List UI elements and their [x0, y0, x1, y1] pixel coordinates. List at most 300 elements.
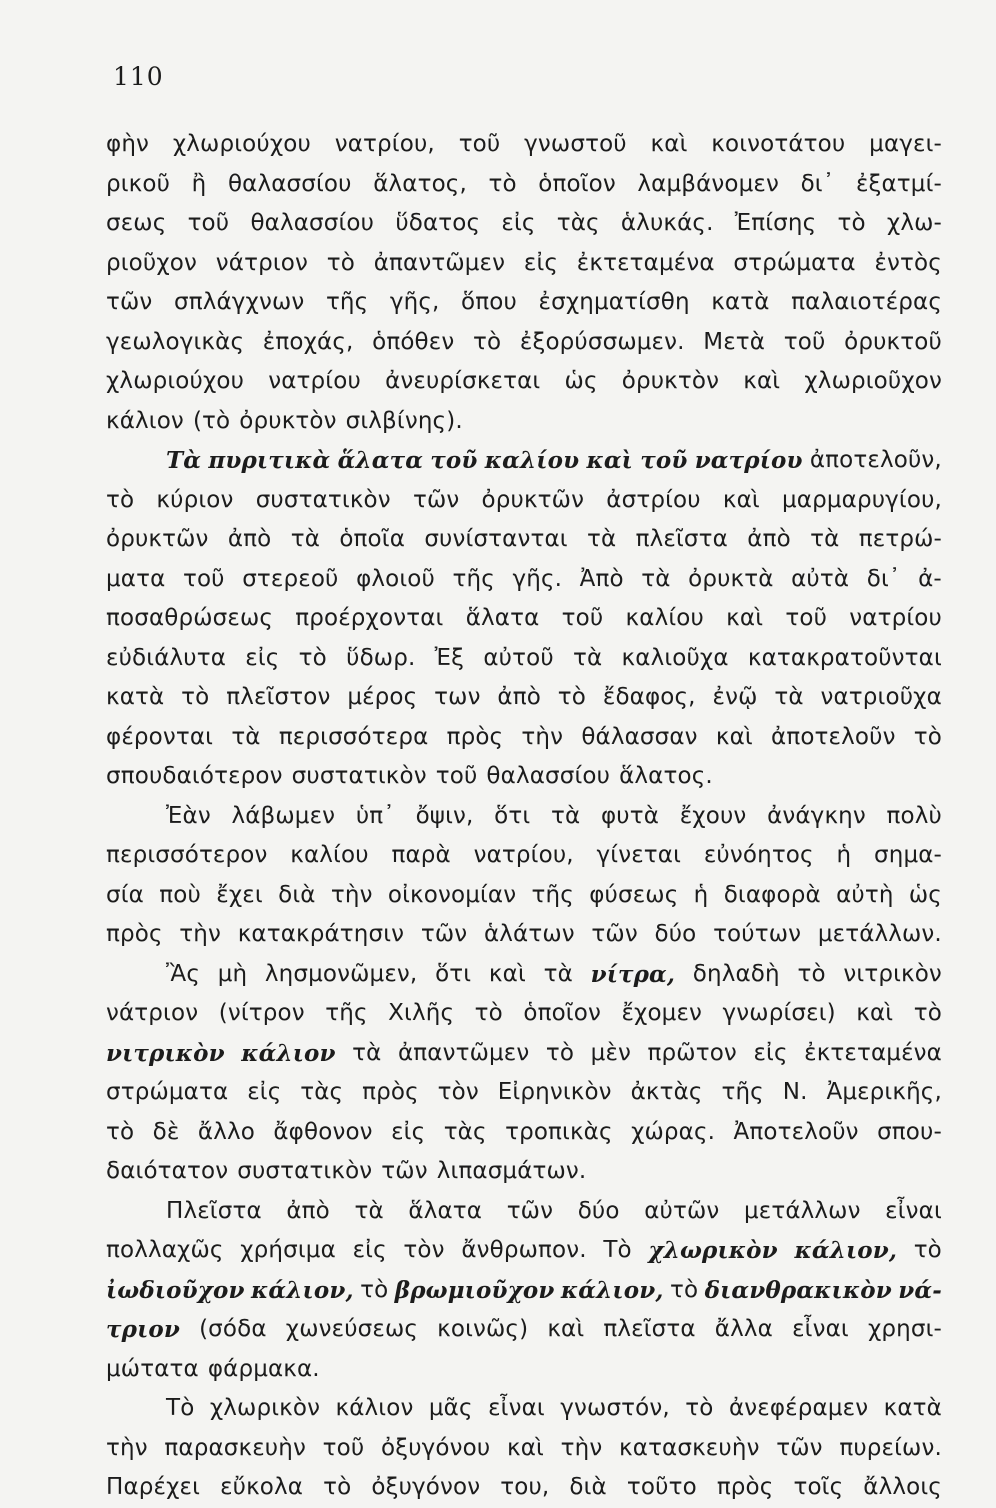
word: ἀστρίου	[606, 486, 701, 513]
text-line	[106, 1350, 942, 1390]
word: τῆς	[325, 1000, 368, 1026]
word: τὸ	[326, 249, 355, 276]
text-line	[106, 204, 942, 244]
word: μὴ	[217, 960, 248, 987]
word: Τὸ	[166, 1395, 195, 1421]
word: κύριον	[156, 486, 234, 513]
word: ὀρυκτὸν	[239, 407, 337, 434]
word: κατὰ	[711, 289, 770, 315]
word: ἀπὸ	[747, 526, 791, 552]
word: χωνεύσεως	[285, 1316, 419, 1342]
text-line	[106, 1429, 942, 1469]
word: χλω-	[886, 210, 942, 236]
word: διὰ	[278, 881, 316, 908]
word: ὁποῖα	[339, 526, 406, 552]
word: φὴν	[106, 131, 150, 157]
word: ὡς	[908, 881, 942, 908]
word: νατρίου,	[473, 842, 574, 868]
word: τοῦ	[435, 763, 478, 789]
word: ἄφθονον	[273, 1118, 373, 1145]
word: ἅλατα	[408, 1197, 483, 1224]
word: Ἐὰν	[166, 802, 211, 829]
word: τῶν	[776, 1434, 823, 1461]
word: νιτρικὸν	[843, 960, 942, 987]
word: ἀνεφέραμεν	[728, 1395, 869, 1421]
word: νατρίου	[849, 605, 942, 631]
text-line	[106, 125, 942, 165]
emphasized-term: νατρίου	[694, 447, 803, 474]
word: περισσότερα	[278, 723, 429, 750]
word: Ν.	[782, 1079, 808, 1105]
word: θάλασσαν	[581, 723, 698, 750]
word: ἀ-	[918, 565, 942, 592]
word: καλίου	[290, 842, 369, 868]
word: των	[434, 684, 481, 710]
word: δαιότατον	[106, 1158, 229, 1184]
word: ὀρυκτῶν	[106, 526, 209, 552]
word: σεως	[106, 210, 167, 236]
word: ἐνῷ	[712, 684, 758, 710]
word: εἰς	[245, 644, 280, 671]
word: πλεῖστα	[603, 1316, 696, 1342]
word: Χιλῆς	[388, 1000, 455, 1026]
word: σπλάγχνων	[173, 289, 305, 315]
word: φλοιοῦ	[356, 565, 435, 592]
word: τοῦ	[783, 328, 826, 355]
word: δι᾽	[800, 170, 835, 197]
word: γνωστοῦ	[524, 131, 627, 157]
word: νάτριον	[215, 249, 308, 276]
text-line	[106, 1152, 942, 1192]
word: τὰ	[231, 723, 261, 750]
word: (νίτρον	[218, 1000, 305, 1026]
word: εἰς	[247, 1079, 282, 1105]
text-line	[106, 362, 942, 402]
word: κατακρατοῦνται	[747, 644, 942, 671]
word: εἰς	[391, 1118, 426, 1145]
word: τοῦ	[458, 131, 501, 157]
word: τὸ	[685, 1395, 714, 1421]
word: τὸ	[545, 1039, 575, 1066]
word: κοινοτάτου	[711, 131, 846, 157]
word: συνίστανται	[424, 526, 568, 552]
word: στερεοῦ	[242, 565, 339, 592]
word: τὸ	[360, 1276, 389, 1303]
word: οἰκονομίαν	[387, 881, 517, 908]
word: τοῦ	[187, 210, 230, 236]
word: ρικοῦ	[106, 170, 171, 197]
word: τὴν	[330, 881, 373, 908]
word: κατασκευὴν	[619, 1434, 760, 1461]
word: διὰ	[569, 1474, 607, 1500]
word: ἀπαντῶμεν	[373, 249, 506, 276]
word: καὶ	[726, 605, 764, 631]
word: καὶ	[722, 486, 760, 513]
word: ὀξυγόνου	[381, 1434, 491, 1461]
word: θαλασσίου	[486, 763, 611, 789]
word: στρώματα	[733, 249, 856, 276]
word: ὄψιν,	[415, 802, 474, 829]
word: ὕδατος	[395, 210, 481, 236]
word: (σόδα	[199, 1316, 267, 1342]
word: καὶ	[715, 723, 753, 750]
word: τοῦ	[182, 565, 225, 592]
word: εἰς	[501, 210, 536, 236]
word: ἅλατα	[465, 605, 540, 631]
word: ἔχουν	[679, 802, 747, 829]
word: αὐτῶν	[644, 1197, 720, 1224]
word: ὅπου	[461, 289, 517, 315]
word: εἶναι	[792, 1316, 849, 1342]
emphasized-term: κάλιον,	[251, 1276, 354, 1304]
text-line	[106, 520, 942, 560]
word: τοῦ	[322, 1434, 365, 1461]
word: τὸ	[488, 170, 517, 197]
word: ἀπὸ	[286, 1197, 330, 1224]
word: νάτριον	[106, 1000, 199, 1026]
word: σιλβίνης).	[345, 407, 463, 434]
word: δὲ	[152, 1118, 180, 1145]
word: κάλιον	[106, 407, 184, 434]
word: (τὸ	[192, 407, 231, 434]
word: ἀπαντῶμεν	[398, 1039, 530, 1066]
word: θαλασσίου	[250, 210, 375, 236]
word: ὀξυγόνον	[371, 1474, 481, 1500]
emphasized-term: διανθρακικὸν	[704, 1276, 892, 1304]
word: ἐποχάς,	[262, 328, 354, 355]
word: λιπασμάτων.	[436, 1158, 587, 1184]
word: νατρίου	[268, 368, 361, 394]
word: εἰς	[753, 1039, 788, 1066]
word: ὀρυκτὸν	[621, 368, 720, 394]
word: φέρονται	[106, 723, 214, 750]
word: καὶ	[856, 1000, 894, 1026]
word: Ἀπὸ	[579, 565, 624, 592]
word: τὸ	[557, 684, 587, 710]
word: τῶν	[106, 289, 153, 315]
word: ποὺ	[159, 881, 201, 908]
word: χλωριούχου	[172, 131, 311, 157]
word: γνωρίσει)	[722, 1000, 836, 1026]
word: εὐδιάλυτα	[106, 644, 227, 671]
text-line	[106, 441, 942, 481]
word: πετρώ-	[858, 526, 942, 552]
word: καὶ	[507, 1434, 544, 1461]
emphasized-term: τοῦ	[640, 447, 688, 474]
word: ὕδωρ.	[346, 644, 416, 671]
word: τοῦ	[785, 605, 828, 631]
word: συστατικὸν	[255, 486, 391, 513]
text-line	[106, 678, 942, 718]
word: τοῦ	[561, 605, 604, 631]
word: ἄλλα	[714, 1316, 773, 1342]
word: τῶν	[381, 1158, 428, 1184]
word: τῆς	[325, 289, 369, 315]
word: εὐνόητος	[703, 842, 814, 868]
word: τὰ	[810, 526, 840, 552]
word: ἅλατος,	[373, 170, 467, 197]
word: ὁποῖον	[538, 170, 616, 197]
emphasized-term: βρωμιοῦχον	[394, 1276, 555, 1304]
word: ἐξορύσσωμεν.	[519, 328, 685, 355]
word: τὰς	[556, 210, 600, 236]
emphasized-term: τοῦ	[430, 447, 478, 474]
word: ἀπὸ	[497, 684, 541, 710]
word: συστατικὸν	[237, 1158, 373, 1184]
word: ἐντὸς	[874, 249, 942, 276]
text-line	[106, 323, 942, 363]
word: μετάλλων	[743, 1197, 861, 1224]
word: ἔχομεν	[621, 1000, 703, 1026]
word: ἡ	[836, 842, 852, 868]
text-line	[106, 1310, 942, 1350]
word: ἢ	[191, 170, 207, 197]
word: παρὰ	[391, 842, 451, 868]
word: ἀπὸ	[227, 526, 272, 552]
word: πρὸς	[362, 1079, 419, 1105]
word: πρὸς	[716, 1474, 774, 1500]
word: μαγει-	[869, 131, 942, 157]
emphasized-term: νίτρα,	[590, 960, 676, 988]
word: καὶ	[547, 1316, 585, 1342]
word: ἁλάτων	[483, 921, 575, 947]
word: ἁλυκάς.	[620, 210, 714, 236]
word: τὸ	[106, 1118, 135, 1145]
word: παλαιοτέρας	[791, 289, 942, 315]
word: τῆς	[721, 1079, 764, 1105]
word: γνωστόν,	[560, 1395, 670, 1421]
word: ἔχει	[216, 881, 263, 908]
word: ἀκτὰς	[630, 1079, 703, 1105]
word: γεωλογικὰς	[106, 328, 245, 355]
word: ὀρυκτῶν	[481, 486, 585, 513]
word: τῆς	[452, 565, 495, 592]
word: γῆς,	[389, 289, 440, 315]
word: τὰ	[354, 1197, 384, 1224]
word: φάρμακα.	[207, 1355, 320, 1382]
word: πρὸς	[446, 723, 504, 750]
word: ὑπ᾽	[355, 802, 395, 829]
text-line	[106, 915, 942, 955]
word: τὰ	[352, 1039, 382, 1066]
word: τὸν	[403, 1237, 445, 1263]
word: καὶ	[743, 368, 781, 394]
word: ἄνθρωπον.	[461, 1237, 587, 1263]
text-line	[106, 1113, 942, 1153]
emphasized-term: πυριτικὰ	[208, 447, 331, 474]
text-line	[106, 481, 942, 521]
word: χρησι-	[867, 1316, 942, 1342]
text-line	[106, 1192, 942, 1232]
text-line	[106, 1034, 942, 1074]
word: τὸ	[913, 1237, 942, 1263]
word: σπουδαιότερον	[106, 763, 283, 789]
word: Τὸ	[603, 1237, 632, 1263]
word: εἰς	[352, 1237, 387, 1263]
word: Ἀποτελοῦν	[733, 1118, 859, 1145]
word: νατρίου,	[334, 131, 435, 157]
text-line	[106, 1389, 942, 1429]
word: κατακράτησιν	[237, 921, 405, 947]
word: δι᾽	[866, 565, 901, 592]
word: ὅτι	[435, 960, 472, 987]
word: τὸ	[106, 486, 135, 513]
word: Ἂς	[166, 960, 200, 987]
word: εὔκολα	[220, 1474, 304, 1500]
word: δύο	[654, 921, 697, 947]
word: νατριοῦχα	[820, 684, 942, 710]
word: τὰ	[641, 565, 671, 592]
word: τὰ	[550, 802, 581, 829]
word: Παρέχει	[106, 1474, 201, 1500]
word: τὸ	[669, 1276, 699, 1303]
text-line	[106, 994, 942, 1034]
word: Πλεῖστα	[166, 1197, 262, 1224]
text-line	[106, 1073, 942, 1113]
text-line	[106, 955, 942, 995]
word: αὐτὴ	[836, 881, 894, 908]
word: γῆς.	[512, 565, 563, 592]
word: τὰ	[587, 526, 617, 552]
emphasized-term: νά-	[898, 1276, 942, 1304]
word: μὲν	[590, 1039, 632, 1066]
word: συστατικὸν	[291, 763, 427, 789]
word: ἀνευρίσκεται	[385, 368, 541, 394]
word: πρὸς	[106, 921, 163, 947]
word: ὀρυκτὰ	[688, 565, 774, 592]
word: τὸ	[181, 684, 210, 710]
word: πολλαχῶς	[106, 1237, 224, 1263]
text-line	[106, 757, 942, 797]
word: ὁποῖον	[523, 1000, 601, 1026]
word: ἐκτεταμένα	[804, 1039, 942, 1066]
word: πρῶτον	[647, 1039, 737, 1066]
emphasized-term: τριον	[106, 1316, 180, 1343]
word: εἶναι	[885, 1197, 942, 1224]
word: τὸ	[323, 1474, 352, 1500]
text-line	[106, 1468, 942, 1508]
word: τῶν	[591, 921, 638, 947]
text-line	[106, 165, 942, 205]
emphasized-term: καλίου	[484, 447, 580, 474]
word: τούτων	[713, 921, 802, 947]
word: ἡ	[693, 881, 709, 908]
word: τὰς	[443, 1118, 487, 1145]
word: κάλιον	[335, 1395, 414, 1421]
word: σία	[106, 881, 144, 908]
word: τῶν	[506, 1197, 554, 1224]
word: χλωριοῦχον	[804, 368, 942, 394]
word: τοῦτο	[626, 1474, 697, 1500]
word: ματα	[106, 565, 166, 592]
emphasized-term: κάλιον	[241, 1039, 336, 1067]
text-line	[106, 599, 942, 639]
emphasized-term: Τὰ	[166, 447, 202, 474]
text-line	[106, 797, 942, 837]
text-line	[106, 876, 942, 916]
word: τὸν	[437, 1079, 479, 1105]
emphasized-term: ἰωδιοῦχον	[106, 1276, 245, 1304]
emphasized-term: νιτρικὸν	[106, 1039, 225, 1067]
word: τοῖς	[793, 1474, 844, 1500]
emphasized-term: χλωρικὸν	[648, 1237, 778, 1264]
word: τὸ	[913, 1000, 942, 1026]
word: αὐτοῦ	[483, 644, 554, 671]
word: δύο	[577, 1197, 620, 1224]
word: ὡς	[564, 368, 598, 394]
word: τροπικὰς	[505, 1118, 613, 1145]
word: σημα-	[873, 842, 942, 868]
text-line	[106, 1231, 942, 1271]
word: πλεῖστα	[635, 526, 728, 552]
emphasized-term: κάλιον,	[794, 1237, 898, 1264]
word: κοινῶς)	[437, 1316, 529, 1342]
word: λησμονῶμεν,	[264, 960, 418, 987]
word: τὴν	[106, 1434, 148, 1461]
word: του,	[500, 1474, 550, 1500]
word: φύσεως	[589, 881, 679, 908]
word: μέρος	[347, 684, 418, 710]
word: πυρείων.	[839, 1434, 942, 1461]
word: Ἀμερικῆς,	[826, 1079, 942, 1105]
word: τὰ	[543, 960, 573, 987]
word: τὸ	[473, 328, 502, 355]
word: τὰ	[290, 526, 321, 552]
word: τὰ	[774, 684, 804, 710]
word: καὶ	[488, 960, 526, 987]
word: Ἐξ	[434, 644, 465, 671]
word: τὰς	[300, 1079, 344, 1105]
word: ἐξατμί-	[855, 170, 942, 197]
word: προέρχονται	[295, 605, 444, 631]
page-number: 110	[113, 62, 164, 91]
word: Εἰρηνικὸν	[497, 1079, 612, 1105]
word: ἐκτεταμένα	[576, 249, 715, 276]
word: τῆς	[531, 881, 574, 908]
word: εἶναι	[488, 1395, 545, 1421]
word: τῶν	[412, 486, 460, 513]
text-line	[106, 244, 942, 284]
word: ὅτι	[494, 802, 531, 829]
word: χλωρικὸν	[209, 1395, 321, 1421]
emphasized-term: καὶ	[586, 447, 633, 474]
word: καλιοῦχα	[621, 644, 729, 671]
word: τὴν	[521, 723, 564, 750]
word: τῶν	[420, 921, 468, 947]
word: ἄλλοις	[863, 1474, 942, 1500]
word: χώρας.	[631, 1118, 716, 1145]
word: ποσαθρώσεως	[106, 605, 274, 631]
text-line	[106, 639, 942, 679]
word: πολὺ	[886, 802, 942, 829]
word: ἄλλο	[197, 1118, 255, 1145]
word: ἐσχηματίσθη	[538, 289, 690, 315]
emphasized-term: κάλιον,	[560, 1276, 664, 1304]
word: ἀποτελοῦν,	[809, 447, 942, 473]
word: τὸ	[913, 723, 942, 750]
text-line	[106, 560, 942, 600]
text-line	[106, 836, 942, 876]
word: ἀποτελοῦν	[771, 723, 896, 750]
word: τὸ	[298, 644, 327, 671]
word: τὰ	[573, 644, 603, 671]
word: λάβωμεν	[231, 802, 336, 829]
text-line	[106, 1271, 942, 1311]
word: θαλασσίου	[227, 170, 352, 197]
word: μαρμαρυγίου,	[782, 486, 942, 513]
word: δηλαδὴ	[692, 960, 780, 987]
word: ὁπόθεν	[372, 328, 455, 355]
